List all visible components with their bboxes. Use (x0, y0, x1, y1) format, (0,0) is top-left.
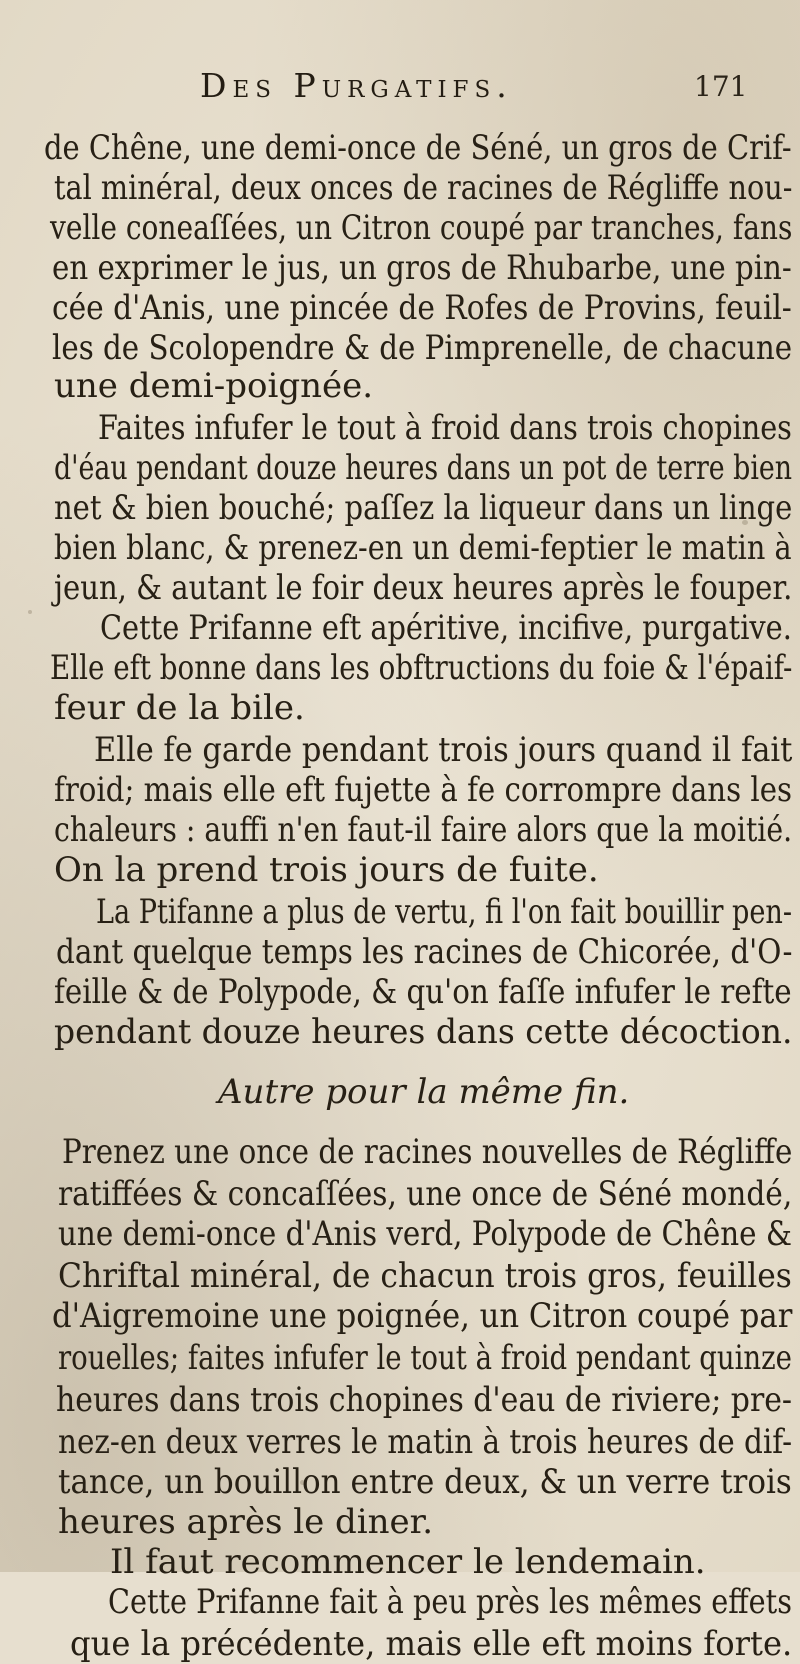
text-line: chaleurs : auffi n'en faut-il faire alors que la moitié. (54, 810, 793, 850)
text-line: une demi-poignée. (54, 366, 374, 406)
section-heading: Autre pour la même fin. (218, 1072, 630, 1112)
page-number: 171 (694, 70, 748, 103)
text-line: froid; mais elle eft fujette à fe corrompre dans les (54, 770, 793, 810)
text-line: Cette Prifanne fait à peu près les mêmes effets (108, 1582, 792, 1622)
text-line: de Chêne, une demi-once de Séné, un gros de Crif- (44, 128, 792, 168)
text-line: Elle fe garde pendant trois jours quand il fait (94, 730, 793, 770)
text-line: pendant douze heures dans cette décoction. (54, 1012, 793, 1052)
text-line: rouelles; faites infufer le tout à froid pendant quinze (58, 1338, 792, 1378)
text-line: une demi-once d'Anis verd, Polypode de Chêne & (58, 1214, 792, 1254)
text-line: feille & de Polypode, & qu'on faſſe infufer le refte (54, 972, 792, 1012)
text-line: dant quelque temps les racines de Chicorée, d'O- (56, 932, 793, 972)
text-line: nez-en deux verres le matin à trois heures de dif- (58, 1422, 793, 1462)
text-line: Il faut recommencer le lendemain. (110, 1542, 706, 1582)
text-line: que la précédente, mais elle eft moins forte. (70, 1624, 793, 1664)
foxing-spot (28, 610, 32, 614)
text-line: tal minéral, deux onces de racines de Régliffe nou- (54, 168, 793, 208)
text-line: net & bien bouché; paſſez la liqueur dans un linge (54, 488, 793, 528)
text-line: en exprimer le jus, un gros de Rhubarbe, une pin- (52, 248, 792, 288)
text-line: Faites infufer le tout à froid dans trois chopines (98, 408, 792, 448)
text-line: bien blanc, & prenez-en un demi-feptier le matin à (54, 528, 792, 568)
running-title: Des Purgatifs. (200, 66, 513, 105)
text-line: d'éau pendant douze heures dans un pot de terre bien (54, 448, 793, 488)
text-line: velle coneaſſées, un Citron coupé par tranches, fans (50, 208, 793, 248)
text-line: heures après le diner. (58, 1502, 433, 1542)
text-line: La Ptifanne a plus de vertu, fi l'on fait bouillir pen- (96, 892, 793, 932)
text-line: ratiffées & concaſſées, une once de Séné mondé, (58, 1174, 793, 1214)
running-head (0, 66, 800, 106)
text-line: heures dans trois chopines d'eau de riviere; pre- (56, 1380, 793, 1420)
text-line: Prenez une once de racines nouvelles de Régliffe (62, 1132, 793, 1172)
text-line: On la prend trois jours de fuite. (54, 850, 599, 890)
text-line: Cette Prifanne eft apéritive, incifive, purgative. (100, 608, 792, 648)
text-line: les de Scolopendre & de Pimprenelle, de chacune (52, 328, 793, 368)
text-line: tance, un bouillon entre deux, & un verre trois (58, 1462, 792, 1502)
text-line: Elle eft bonne dans les obftructions du foie & l'épaif- (50, 648, 793, 688)
text-line: Chriftal minéral, de chacun trois gros, feuilles (58, 1256, 792, 1296)
text-line: feur de la bile. (54, 688, 305, 728)
text-line: d'Aigremoine une poignée, un Citron coupé par (52, 1296, 793, 1336)
text-line: jeun, & autant le foir deux heures après le fouper. (54, 568, 793, 608)
text-line: cée d'Anis, une pincée de Rofes de Provins, feuil- (52, 288, 792, 328)
